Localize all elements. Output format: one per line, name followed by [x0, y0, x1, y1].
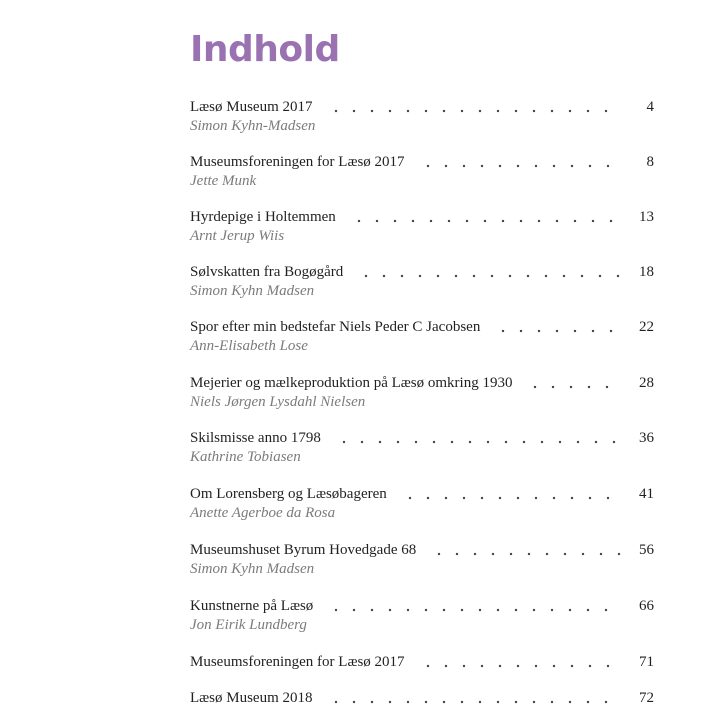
entry-title: Om Lorensberg og Læsøbageren [190, 486, 387, 502]
entry-title: Skilsmisse anno 1798 [190, 430, 321, 446]
entry-title: Hyrdepige i Holtemmen [190, 209, 336, 225]
toc-entry [190, 541, 654, 579]
page-number: 8 [646, 154, 654, 170]
page-number: 36 [639, 430, 654, 446]
toc-entry-row [190, 208, 654, 227]
toc-entry [190, 653, 654, 672]
toc-entry [190, 429, 654, 467]
toc-entry-row [190, 374, 654, 393]
toc-entry-row [190, 98, 654, 117]
toc-entry-row [190, 485, 654, 504]
page-number: 41 [639, 486, 654, 502]
entry-author: Anette Agerboe da Rosa [190, 505, 336, 521]
toc-entry [190, 153, 654, 191]
page-number: 4 [646, 99, 654, 115]
dot-leader [526, 383, 622, 391]
entry-title: Museumsforeningen for Læsø 2017 [190, 154, 405, 170]
dot-leader [419, 162, 622, 170]
toc-entry [190, 263, 654, 301]
toc-entry [190, 597, 654, 635]
page-number: 22 [639, 319, 654, 335]
toc-entry [190, 98, 654, 136]
entry-author: Ann-Elisabeth Lose [190, 338, 308, 354]
toc-entry-row [190, 263, 654, 282]
entry-title: Museumsforeningen for Læsø 2017 [190, 654, 405, 670]
entry-author: Simon Kyhn-Madsen [190, 118, 316, 134]
dot-leader [335, 438, 622, 446]
entry-author: Simon Kyhn Madsen [190, 283, 315, 299]
entry-title: Kunstnerne på Læsø [190, 598, 314, 614]
page-number: 66 [639, 598, 654, 614]
page-number: 28 [639, 375, 654, 391]
dot-leader [327, 606, 622, 614]
page-number: 72 [639, 690, 654, 706]
toc-entry-row [190, 689, 654, 708]
entry-title: Læsø Museum 2018 [190, 690, 313, 706]
entry-author: Simon Kyhn Madsen [190, 561, 315, 577]
toc-entry-row [190, 653, 654, 672]
toc-entry-row [190, 429, 654, 448]
dot-leader [327, 107, 622, 115]
page-number: 71 [639, 654, 654, 670]
dot-leader [419, 662, 622, 670]
page-number: 13 [639, 209, 654, 225]
dot-leader [350, 217, 622, 225]
dot-leader [357, 272, 622, 280]
entry-title: Mejerier og mælkeproduktion på Læsø omkring 1930 [190, 375, 513, 391]
toc-title: Indhold [190, 29, 340, 70]
dot-leader [494, 327, 622, 335]
toc-entry [190, 374, 654, 412]
toc-entry [190, 689, 654, 708]
entry-author: Niels Jørgen Lysdahl Nielsen [190, 394, 366, 410]
toc-entry-row [190, 318, 654, 337]
dot-leader [401, 494, 622, 502]
dot-leader [430, 550, 622, 558]
toc-entry-row [190, 597, 654, 616]
entry-title: Sølvskatten fra Bogøgård [190, 264, 344, 280]
entry-author: Jon Eirik Lundberg [190, 617, 307, 633]
entry-title: Læsø Museum 2017 [190, 99, 313, 115]
dot-leader [327, 698, 622, 706]
entry-title: Museumshuset Byrum Hovedgade 68 [190, 542, 417, 558]
entry-title: Spor efter min bedstefar Niels Peder C Jacobsen [190, 319, 481, 335]
page-number: 56 [639, 542, 654, 558]
toc-entry [190, 318, 654, 356]
toc-entry [190, 485, 654, 523]
entry-author: Kathrine Tobiasen [190, 449, 301, 465]
toc-entry [190, 208, 654, 246]
entry-author: Arnt Jerup Wiis [190, 228, 285, 244]
toc-entry-row [190, 153, 654, 172]
entry-author: Jette Munk [190, 173, 257, 189]
page-number: 18 [639, 264, 654, 280]
toc-entry-row [190, 541, 654, 560]
